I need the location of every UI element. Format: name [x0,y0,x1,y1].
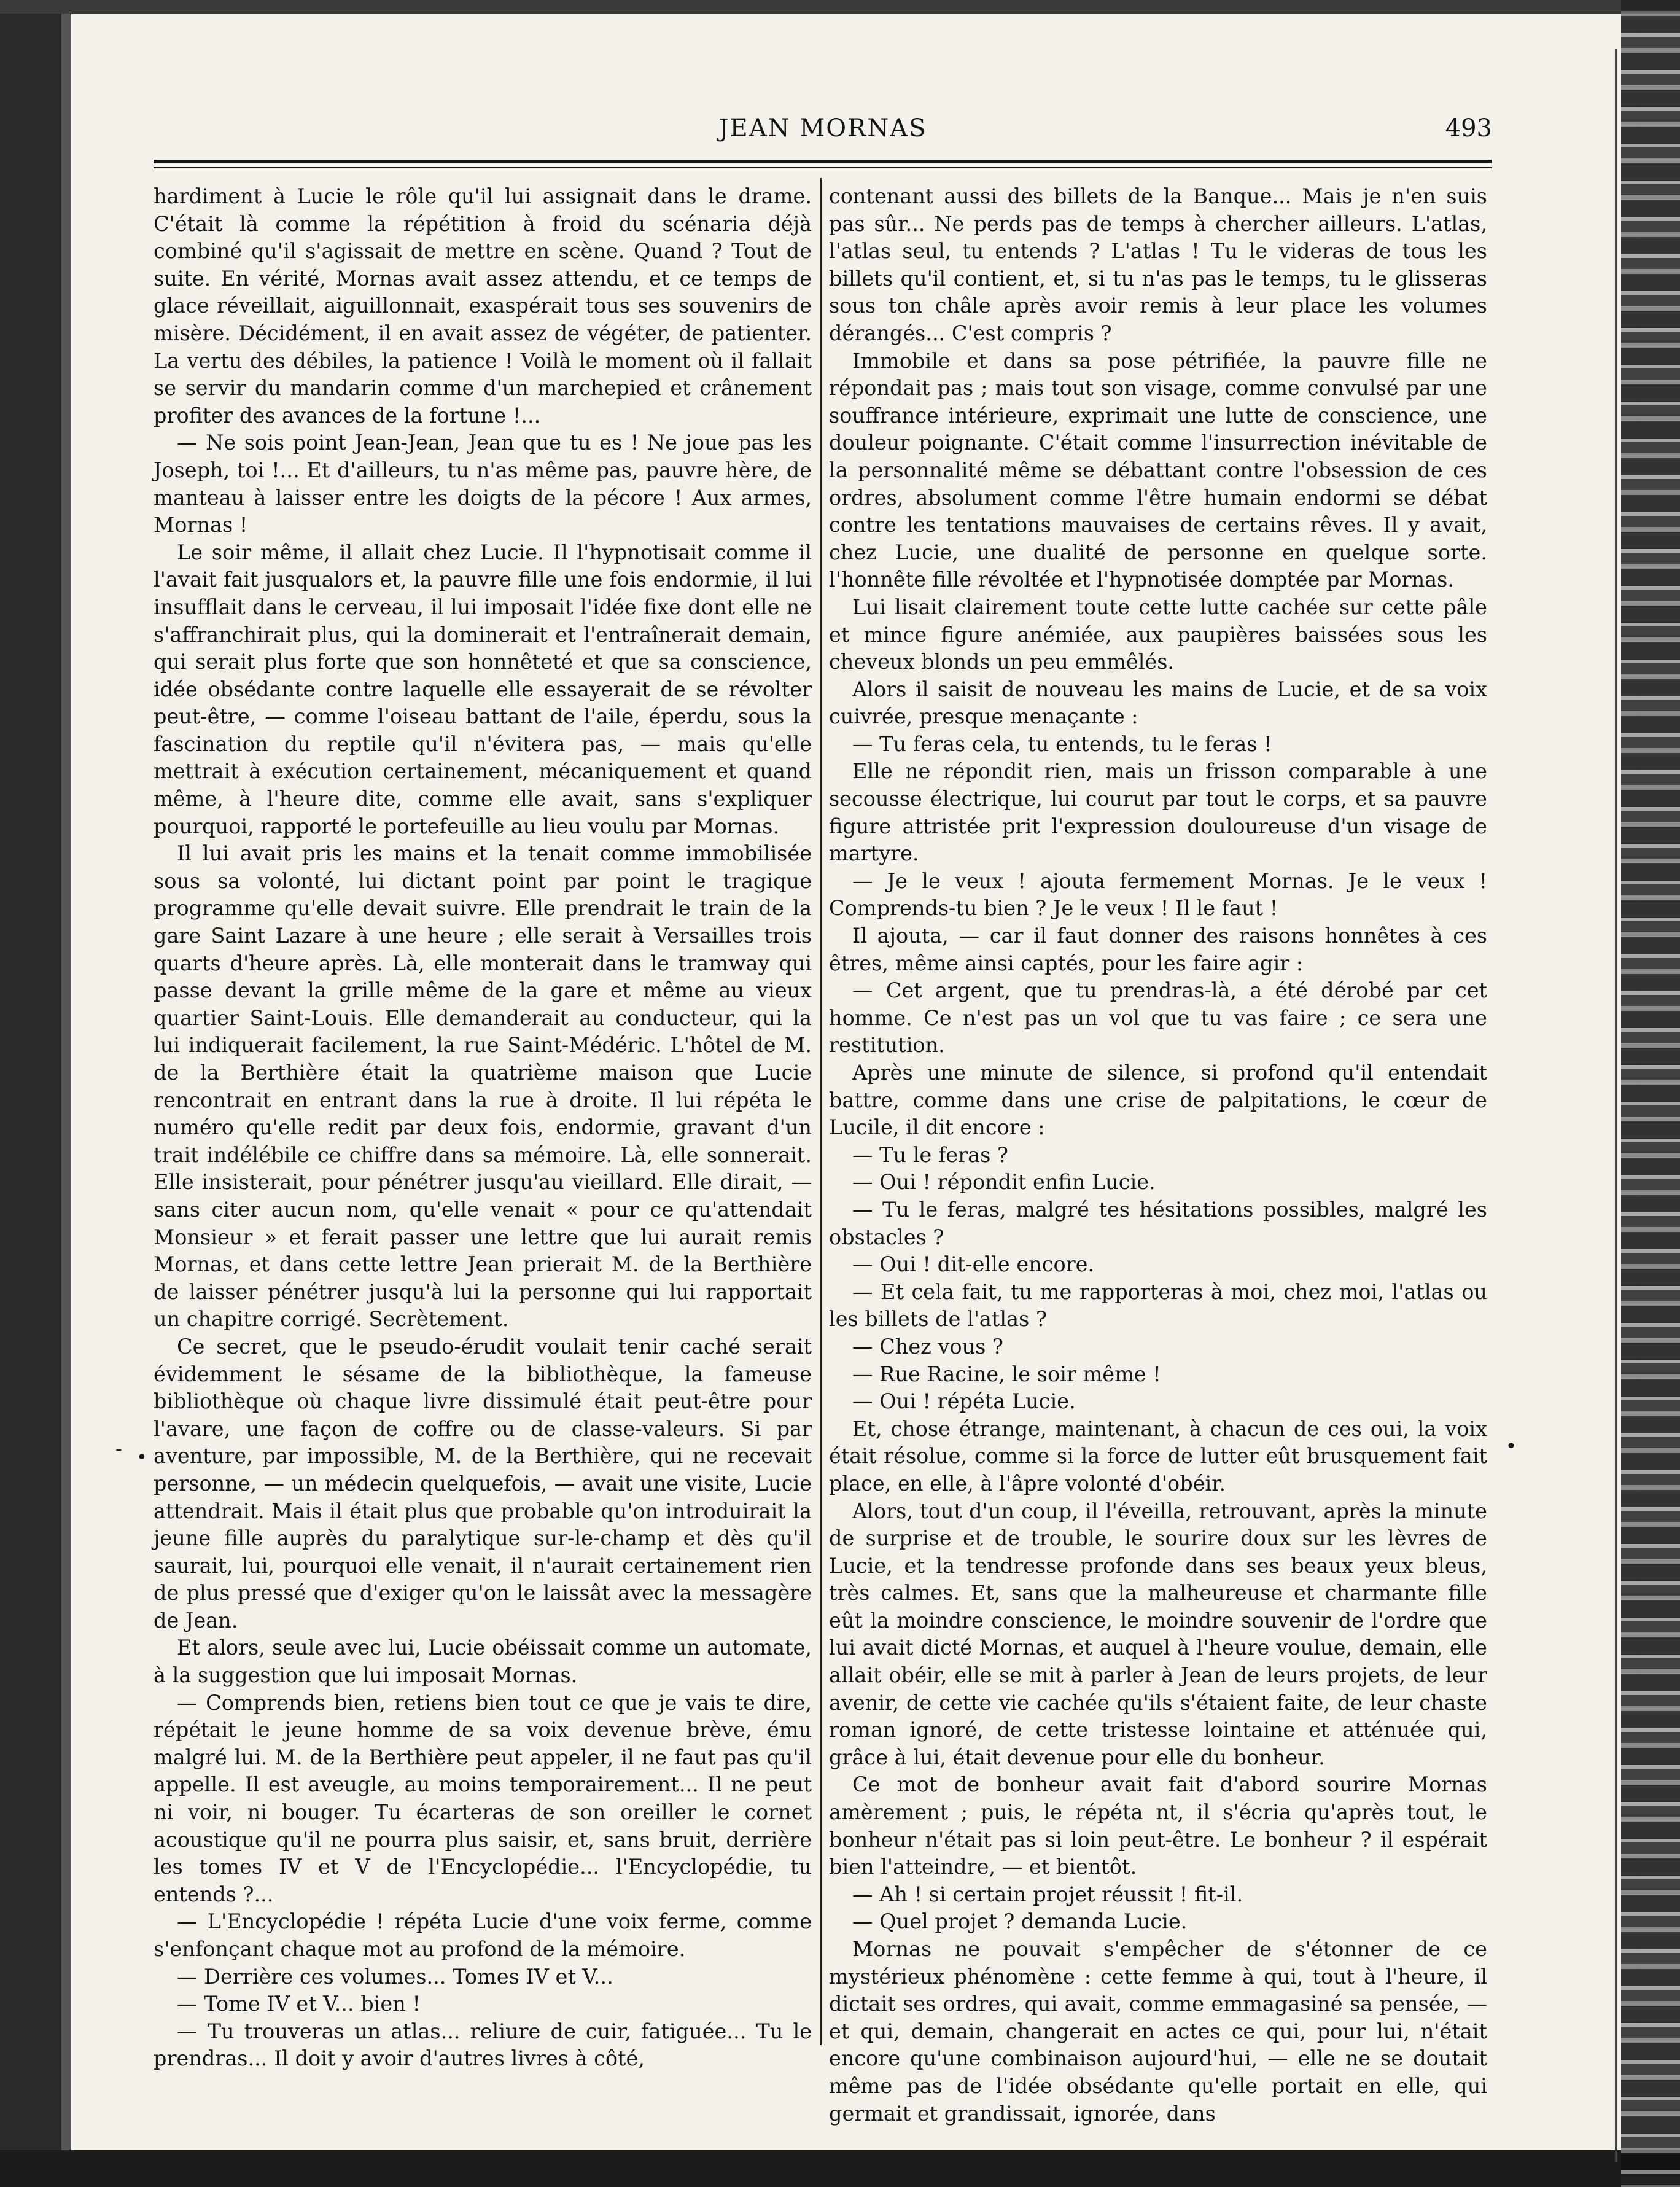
paragraph: — Tu le feras ? [852,1142,1008,1167]
paragraph: hardiment à Lucie le rôle qu'il lui assignait dans le drame. C'était là comme la répétition à froid du scénaria déjà combiné qu'il s'agissait de mettre en scène. Quand ? Tout de suite. En vérité, Mornas avait assez attendu, et ce temps de glace réveillait, aiguillonnait, exaspérait tous ses souvenirs de misère. Décidément, il en avait assez de végéter, de patienter. La vertu des débiles, la patience ! Voilà le moment où il fallait se servir du mandarin comme d'un marchepied et crânement profiter des avances de la fortune !... [154,184,812,427]
margin-mark-dash: - [115,1437,122,1460]
top-page-border [0,0,1680,14]
paragraph: Elle ne répondit rien, mais un frisson comparable à une secousse électrique, lui courut par tout le corps, et sa pauvre figure attristée prit l'expression douloureuse d'un visage de martyre. [829,759,1487,866]
right-column [829,183,1487,2127]
paragraph: — Je le veux ! ajouta fermement Mornas. Je le veux ! Comprends-tu bien ? Je le veux ! Il le faut ! [829,868,1487,921]
paragraph: Le soir même, il allait chez Lucie. Il l'hypnotisait comme il l'avait fait jusqualors et, la pauvre fille une fois endormie, il lui insufflait dans le cerveau, il lui imposait l'idée fixe dont elle ne s'affranchirait plus, qui la dominerait et l'entraînerait demain, qui serait plus forte que son honnêteté et que sa conscience, idée obsédante contre laquelle elle essayerait de se révolter peut-être, — comme l'oiseau battant de l'aile, éperdu, sous la fascination du reptile qu'il n'évitera pas, — mais qu'elle mettrait à exécution certainement, mécaniquement et quand même, à l'heure dite, comme elle avait, sans s'expliquer pourquoi, rapporté le portefeuille au lieu voulu par Mornas. [154,540,812,838]
paragraph: — Tu le feras, malgré tes hésitations possibles, malgré les obstacles ? [829,1197,1487,1249]
paragraph: Mornas ne pouvait s'empêcher de s'étonner de ce mystérieux phénomène : cette femme à qui, tout à l'heure, il dictait ses ordres, qui avait, comme emmagasiné sa pensée, — et qui, demain, changerait en actes ce qui, pour lui, n'était encore qu'une combinaison aujourd'hui, — elle ne se doutait même pas de l'idée obsédante qu'elle portait en elle, qui germait et grandissait, ignorée, dans [829,1937,1487,2126]
paragraph: Alors, tout d'un coup, il l'éveilla, retrouvant, après la minute de surprise et de trouble, le sourire doux sur les lèvres de Lucie, et la tendresse profonde dans ses beaux yeux bleus, très calmes. Et, sans que la malheureuse et charmante fille eût la moindre conscience, le moindre souvenir de l'ordre que lui avait dicté Mornas, et auquel à l'heure voulue, demain, elle allait obéir, elle se mit à parler à Jean de leurs projets, de leur avenir, de cette vie cachée qu'ils s'étaient faite, de leur chaste roman ignoré, de cette tristesse lointaine et atténuée qui, grâce à lui, était devenue pour elle du bonheur. [829,1499,1487,1769]
paragraph: — Quel projet ? demanda Lucie. [852,1909,1188,1934]
margin-mark-bullet-right: • [1506,1436,1517,1457]
paragraph: — Ne sois point Jean-Jean, Jean que tu es ! Ne joue pas les Joseph, toi !... Et d'ailleurs, tu n'as même pas, pauvre hère, de manteau à laisser entre les doigts de la pécore ! Aux armes, Mornas ! [154,431,812,537]
paragraph: Après une minute de silence, si profond qu'il entendait battre, comme dans une crise de palpitations, le cœur de Lucile, il dit encore : [829,1061,1487,1140]
column-divider [820,178,822,2045]
header-rule-thin [154,167,1492,168]
paragraph: — Derrière ces volumes... Tomes IV et V... [177,1964,613,1989]
paragraph: Lui lisait clairement toute cette lutte cachée sur cette pâle et mince figure anémiée, aux paupières baissées sous les cheveux blonds un peu emmêlés. [829,595,1487,674]
paragraph: — Tu trouveras un atlas... reliure de cuir, fatiguée... Tu le prendras... Il doit y avoir d'autres livres à côté, [154,2019,812,2071]
paragraph: — Chez vous ? [852,1334,1003,1359]
paragraph: Et, chose étrange, maintenant, à chacun de ces oui, la voix était résolue, comme si la force de lutter eût brusquement fait place, en elle, à l'âpre volonté d'obéir. [829,1416,1487,1495]
paragraph: — Tu feras cela, tu entends, tu le feras ! [852,731,1272,756]
paragraph: Il lui avait pris les mains et la tenait comme immobilisée sous sa volonté, lui dictant point par point le tragique programme qu'elle devait suivre. Elle prendrait le train de la gare Saint Lazare à une heure ; elle serait à Versailles trois quarts d'heure après. Là, elle monterait dans le tramway qui passe devant la grille même de la gare et même au vieux quartier Saint-Louis. Elle demanderait au conducteur, qui la lui indiquerait facilement, la rue Saint-Médéric. L'hôtel de M. de la Berthière était la quatrième maison que Lucie rencontrait en entrant dans la rue à droite. Il lui répéta le numéro qu'elle redit par deux fois, endormie, gravant d'un trait indélébile ce chiffre dans sa mémoire. Là, elle sonnerait. Elle insisterait, pour pénétrer jusqu'au vieillard. Elle dirait, — sans citer aucun nom, qu'elle venait « pour ce qu'attendait Monsieur » et ferait passer une lettre que lui aurait remis Mornas, et dans cette lettre Jean prierait M. de la Berthière de laisser pénétrer jusqu'à lui la personne qui lui rapportait un chapitre corrigé. Secrètement. [154,841,812,1331]
left-column [154,183,812,2073]
page-number: 493 [1445,114,1492,142]
paragraph: — Oui ! répondit enfin Lucie. [852,1170,1156,1195]
header-title: JEAN MORNAS [718,114,927,142]
paragraph: Il ajouta, — car il faut donner des raisons honnêtes à ces êtres, même ainsi captés, pour les faire agir : [829,924,1487,975]
paragraph: — Et cela fait, tu me rapporteras à moi, chez moi, l'atlas ou les billets de l'atlas ? [829,1279,1487,1331]
left-page-border [0,0,61,2187]
right-page-edge [1621,0,1680,2187]
paragraph: — Cet argent, que tu prendras-là, a été dérobé par cet homme. Ce n'est pas un vol que tu vas faire ; ce sera une restitution. [829,978,1487,1058]
paragraph: — Rue Racine, le soir même ! [852,1362,1161,1386]
paragraph: Et alors, seule avec lui, Lucie obéissait comme un automate, à la suggestion que lui imposait Mornas. [154,1635,812,1688]
bottom-page-border [0,2150,1680,2187]
paragraph: — Oui ! dit-elle encore. [852,1252,1095,1277]
right-margin-line [1615,49,1617,2162]
paragraph: Ce mot de bonheur avait fait d'abord sourire Mornas amèrement ; puis, le répéta nt, il s'écria qu'après tout, le bonheur n'était pas si loin peut-être. Le bonheur ? il espérait bien l'atteindre, — et bientôt. [829,1772,1487,1879]
paragraph: — Tome IV et V... bien ! [177,1992,421,2016]
running-header [154,114,1492,157]
paragraph: — Ah ! si certain projet réussit ! fit-il. [852,1882,1243,1906]
paragraph: Ce secret, que le pseudo-érudit voulait tenir caché serait évidemment le sésame de la bibliothèque, la fameuse bibliothèque où chaque livre dissimulé était peut-être pour l'avare, une façon de coffre ou de classe-valeurs. Si par aventure, par impossible, M. de la Berthière, qui ne recevait personne, — un médecin quelquefois, — avait une visite, Lucie attendrait. Mais il était plus que probable qu'on introduirait la jeune fille auprès du paralytique sur-le-champ et dès qu'il saurait, lui, pourquoi elle venait, il n'aurait certainement rien de plus pressé que d'exiger qu'on le laissât avec la messagère de Jean. [154,1334,812,1632]
paragraph: Immobile et dans sa pose pétrifiée, la pauvre fille ne répondait pas ; mais tout son visage, comme convulsé par une souffrance intérieure, exprimait une lutte de conscience, une douleur poignante. C'était comme l'insurrection inévitable de la personnalité même se débattant contre l'obsession de ces ordres, absolument comme l'être humain endormi se débat contre les tentations mauvaises de certains rêves. Il y avait, chez Lucie, une dualité de personne en quelque sorte. l'honnête fille révoltée et l'hypnotisée domptée par Mornas. [829,348,1487,592]
paragraph: contenant aussi des billets de la Banque... Mais je n'en suis pas sûr... Ne perds pas de temps à chercher ailleurs. L'atlas, l'atlas seul, tu entends ? L'atlas ! Tu le videras de tous les billets qu'il contient, et, si tu n'as pas le temps, tu le glisseras sous ton châle après avoir remis à leur place les volumes dérangés... C'est compris ? [829,184,1487,345]
paragraph: — L'Encyclopédie ! répéta Lucie d'une voix ferme, comme s'enfonçant chaque mot au profond de la mémoire. [154,1909,812,1961]
paragraph: — Oui ! répéta Lucie. [852,1389,1076,1414]
paragraph: Alors il saisit de nouveau les mains de Lucie, et de sa voix cuivrée, presque menaçante : [829,677,1487,729]
left-page-border-inner [61,0,71,2187]
paragraph: — Comprends bien, retiens bien tout ce que je vais te dire, répétait le jeune homme de sa voix devenue brève, ému malgré lui. M. de la Berthière peut appeler, il ne faut pas qu'il appelle. Il est aveugle, au moins temporairement... Il ne peut ni voir, ni bouger. Tu écarteras de son oreiller le cornet acoustique qu'il ne pourra plus saisir, et, sans bruit, derrière les tomes IV et V de l'Encyclopédie... l'Encyclopédie, tu entends ?... [154,1690,812,1906]
header-rule-thick [154,160,1492,163]
margin-mark-bullet-left: • [136,1447,147,1468]
